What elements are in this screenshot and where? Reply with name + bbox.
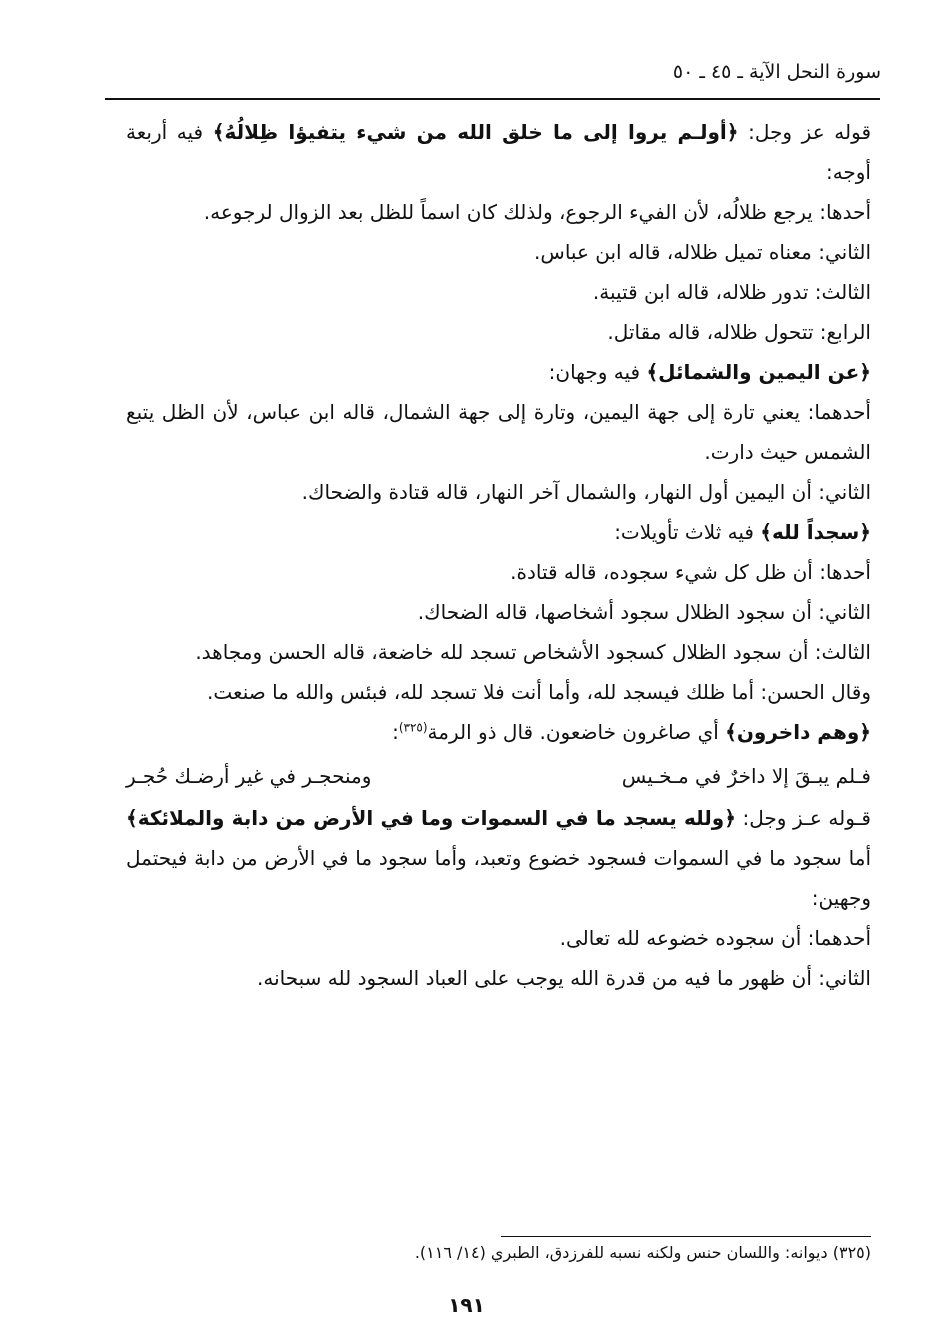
quran-quote-5: ﴿ولله يسجد ما في السموات وما في الأرض من دابة والملائكة﴾ bbox=[126, 806, 736, 830]
footnote: (٣٢٥) ديوانه: واللسان حنس ولكنه نسبه للفرزدق، الطبري (١٤/ ١١٦). bbox=[414, 1243, 871, 1262]
paragraph-15-tail: أما سجود ما في السموات فسجود خضوع وتعبد، وأما سجود ما في الأرض من دابة فيحتمل وجهين: bbox=[126, 846, 871, 910]
quran-quote-3: ﴿سجداً لله﴾ bbox=[760, 520, 871, 544]
paragraph-13: وقال الحسن: أما ظلك فيسجد لله، وأما أنت فلا تسجد لله، فبئس والله ما صنعت. bbox=[207, 680, 871, 704]
paragraph-6 bbox=[126, 352, 871, 392]
paragraph-9 bbox=[126, 512, 871, 552]
paragraph-16: أحدهما: أن سجوده خضوعه لله تعالى. bbox=[559, 926, 871, 950]
paragraph-11: الثاني: أن سجود الظلال سجود أشخاصها، قاله الضحاك. bbox=[417, 600, 871, 624]
quran-quote-4: ﴿وهم داخرون﴾ bbox=[725, 720, 871, 744]
verse-first-hemistich: فـلم يبـقَ إلا داخرٌ في مـخـيس bbox=[621, 764, 871, 788]
paragraph-12: الثالث: أن سجود الظلال كسجود الأشخاص تسجد لله خاضعة، قاله الحسن ومجاهد. bbox=[195, 640, 871, 664]
paragraph-15-intro: قـوله عـز وجل: bbox=[735, 806, 871, 830]
paragraph-8: الثاني: أن اليمين أول النهار، والشمال آخر النهار، قاله قتادة والضحاك. bbox=[301, 480, 871, 504]
quran-quote-1: ﴿أولـم يروا إلى ما خلق الله من شيء يتفيؤا ظِلالُهُ﴾ bbox=[212, 120, 739, 144]
paragraph-5: الرابع: تتحول ظلاله، قاله مقاتل. bbox=[607, 320, 871, 344]
paragraph-3: الثاني: معناه تميل ظلاله، قاله ابن عباس. bbox=[534, 240, 871, 264]
paragraph-14-text: أي صاغرون خاضعون. قال ذو الرمة bbox=[427, 720, 726, 744]
poetry-verse bbox=[126, 756, 871, 796]
paragraph-17: الثاني: أن ظهور ما فيه من قدرة الله يوجب على العباد السجود لله سبحانه. bbox=[256, 966, 871, 990]
footnote-rule bbox=[501, 1236, 871, 1237]
quran-quote-2: ﴿عن اليمين والشمائل﴾ bbox=[646, 360, 871, 384]
paragraph-14 bbox=[126, 712, 871, 752]
paragraph-14-colon: : bbox=[392, 720, 399, 744]
paragraph-1-tail: فيه أربعة أوجه: bbox=[126, 120, 871, 184]
paragraph-9-tail: فيه ثلاث تأويلات: bbox=[614, 520, 761, 544]
verse-second-hemistich: ومنحجـر في غير أرضـك حُجـر bbox=[126, 764, 372, 788]
paragraph-6-tail: فيه وجهان: bbox=[548, 360, 647, 384]
running-header: سورة النحل الآية ـ ٤٥ ـ ٥٠ bbox=[672, 61, 881, 83]
footnote-reference: (٣٢٥) bbox=[398, 720, 428, 735]
page-body bbox=[126, 112, 871, 998]
paragraph-4: الثالث: تدور ظلاله، قاله ابن قتيبة. bbox=[592, 280, 871, 304]
paragraph-7: أحدهما: يعني تارة إلى جهة اليمين، وتارة إلى جهة الشمال، قاله ابن عباس، لأن الظل يتبع الشمس حيث دارت. bbox=[126, 400, 871, 464]
header-rule bbox=[105, 98, 880, 100]
paragraph-2: أحدها: يرجع ظلالُه، لأن الفيء الرجوع، ولذلك كان اسماً للظل بعد الزوال لرجوعه. bbox=[203, 200, 871, 224]
paragraph-10: أحدها: أن ظل كل شيء سجوده، قاله قتادة. bbox=[510, 560, 871, 584]
page-number: ١٩١ bbox=[448, 1293, 485, 1317]
paragraph-15 bbox=[126, 798, 871, 918]
paragraph-1 bbox=[126, 112, 871, 192]
paragraph-1-intro: قوله عز وجل: bbox=[738, 120, 871, 144]
